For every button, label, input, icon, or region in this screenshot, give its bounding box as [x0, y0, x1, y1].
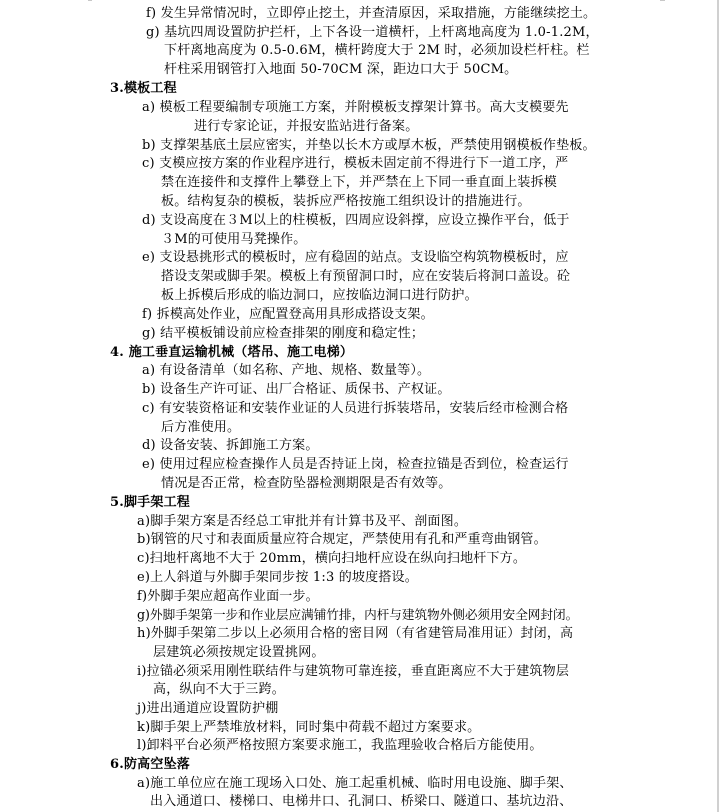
fall-item-a-line-1: a)施工单位应在施工现场入口处、施工起重机械、临时用电设施、脚手架、 [137, 776, 573, 791]
transport-item-e-line-1: e) 使用过程应检查操作人员是否持证上岗，检查拉锚是否到位，检查运行 [142, 457, 569, 472]
formwork-item-c-line-2: 禁在连接件和支撑件上攀登上下，并严禁在上下同一垂直面上装拆模 [161, 175, 558, 190]
scaffold-item-b-line-1: b)钢管的尺寸和表面质量应符合规定，严禁使用有孔和严重弯曲钢管。 [137, 532, 547, 547]
transport-item-c-line-2: 后方准使用。 [161, 420, 241, 435]
scaffold-item-c-line-1: c)扫地杆离地不大于 20mm，横向扫地杆应设在纵向扫地杆下方。 [137, 551, 527, 566]
transport-item-a-line-1: a) 有设备清单（如名称、产地、规格、数量等）。 [142, 363, 431, 378]
formwork-item-b-line-1: b) 支撑架基底土层应密实，并垫以长木方或厚木板，严禁使用钢模板作垫板。 [142, 138, 596, 153]
transport-item-d-line-1: d) 设备安装、拆卸施工方案。 [142, 438, 319, 453]
scaffold-item-g-line-1: g)外脚手架第一步和作业层应满铺竹排，内杆与建筑物外侧必须用安全网封闭。 [137, 607, 579, 622]
pit-item-g-line-2: 下杆离地高度为 0.5-0.6M，横杆跨度大于 2M 时，必须加设栏杆柱。栏 [164, 43, 590, 58]
formwork-item-e-line-1: e) 支设悬挑形式的模板时，应有稳固的站点。支设临空构筑物模板时，应 [142, 250, 569, 265]
section-heading-fall-protection: 6.防高空坠落 [110, 757, 190, 772]
section-heading-formwork: 3.模板工程 [110, 81, 177, 96]
formwork-item-a-line-2: 进行专家论证，并报安监站进行备案。 [194, 119, 419, 134]
formwork-item-c-line-3: 板。结构复杂的模板，装拆应严格按施工组织设计的措施进行。 [161, 194, 531, 209]
transport-item-b-line-1: b) 设备生产许可证、出厂合格证、质保书、产权证。 [142, 382, 451, 397]
section-heading-scaffolding: 5.脚手架工程 [110, 495, 190, 510]
pit-item-f-line-1: f) 发生异常情况时，立即停止挖土，并查清原因，采取措施，方能继续挖土。 [146, 6, 597, 21]
section-heading-vertical-transport: 4. 施工垂直运输机械（塔吊、施工电梯） [110, 345, 354, 360]
formwork-item-d-line-2: ３M的可使用马凳操作。 [161, 232, 307, 247]
formwork-item-a-line-1: a) 模板工程要编制专项施工方案，并附模板支撑架计算书。高大支模要先 [142, 100, 569, 115]
scaffold-item-l-line-1: l)卸料平台必须严格按照方案要求施工，我监理验收合格后方能使用。 [137, 738, 543, 753]
scaffold-item-h-line-2: 层建筑必须按规定设置挑网。 [153, 645, 325, 660]
transport-item-e-line-2: 情况是否正常，检查防坠器检测期限是否有效等。 [161, 476, 452, 491]
scaffold-item-j-line-1: j)进出通道应设置防护棚 [137, 701, 279, 716]
scaffold-item-k-line-1: k)脚手架上严禁堆放材料，同时集中荷载不超过方案要求。 [137, 720, 481, 735]
pit-item-g-line-3: 杆柱采用钢管打入地面 50-70CM 深，距边口大于 50CM。 [164, 62, 518, 77]
scaffold-item-i-line-1: i)拉锚必须采用刚性联结件与建筑物可靠连接，垂直距离应不大于建筑物层 [137, 664, 570, 679]
formwork-item-e-line-2: 搭设支架或脚手架。模板上有预留洞口时，应在安装后将洞口盖设。砼 [161, 269, 571, 284]
formwork-item-f-line-1: f) 拆模高处作业，应配置登高用具形成搭设支架。 [142, 307, 434, 322]
formwork-item-d-line-1: d) 支设高度在３M以上的柱模板，四周应设斜撑，应设立操作平台，低于 [142, 213, 570, 228]
scaffold-item-h-line-1: h)外脚手架第二步以上必须用合格的密目网（有省建管局准用证）封闭，高 [137, 626, 574, 641]
formwork-item-e-line-3: 板上拆模后形成的临边洞口，应按临边洞口进行防护。 [161, 288, 478, 303]
scaffold-item-i-line-2: 高，纵向不大于三跨。 [153, 682, 286, 697]
page-top-edge [0, 0, 719, 2]
formwork-item-g-line-1: g) 结平模板铺设前应检查排架的刚度和稳定性； [142, 326, 425, 341]
formwork-item-c-line-1: c) 支模应按方案的作业程序进行，模板未固定前不得进行下一道工序，严 [142, 156, 569, 171]
scaffold-item-f-line-1: f)外脚手架应超高作业面一步。 [137, 589, 319, 604]
fall-item-a-line-2: 出入通道口、楼梯口、电梯井口、孔洞口、桥梁口、隧道口、基坑边沿、 [150, 794, 573, 809]
transport-item-c-line-1: c) 有安装资格证和安装作业证的人员进行拆装塔吊，安装后经市检测合格 [142, 401, 569, 416]
scaffold-item-a-line-1: a)脚手架方案是否经总工审批并有计算书及平、剖面图。 [137, 514, 468, 529]
scaffold-item-e-line-1: e)上人斜道与外脚手架同步按 1:3 的坡度搭设。 [137, 570, 418, 585]
pit-item-g-line-1: g) 基坑四周设置防护拦杆，上下各设一道横杆，上杆离地高度为 1.0-1.2M， [146, 25, 599, 40]
